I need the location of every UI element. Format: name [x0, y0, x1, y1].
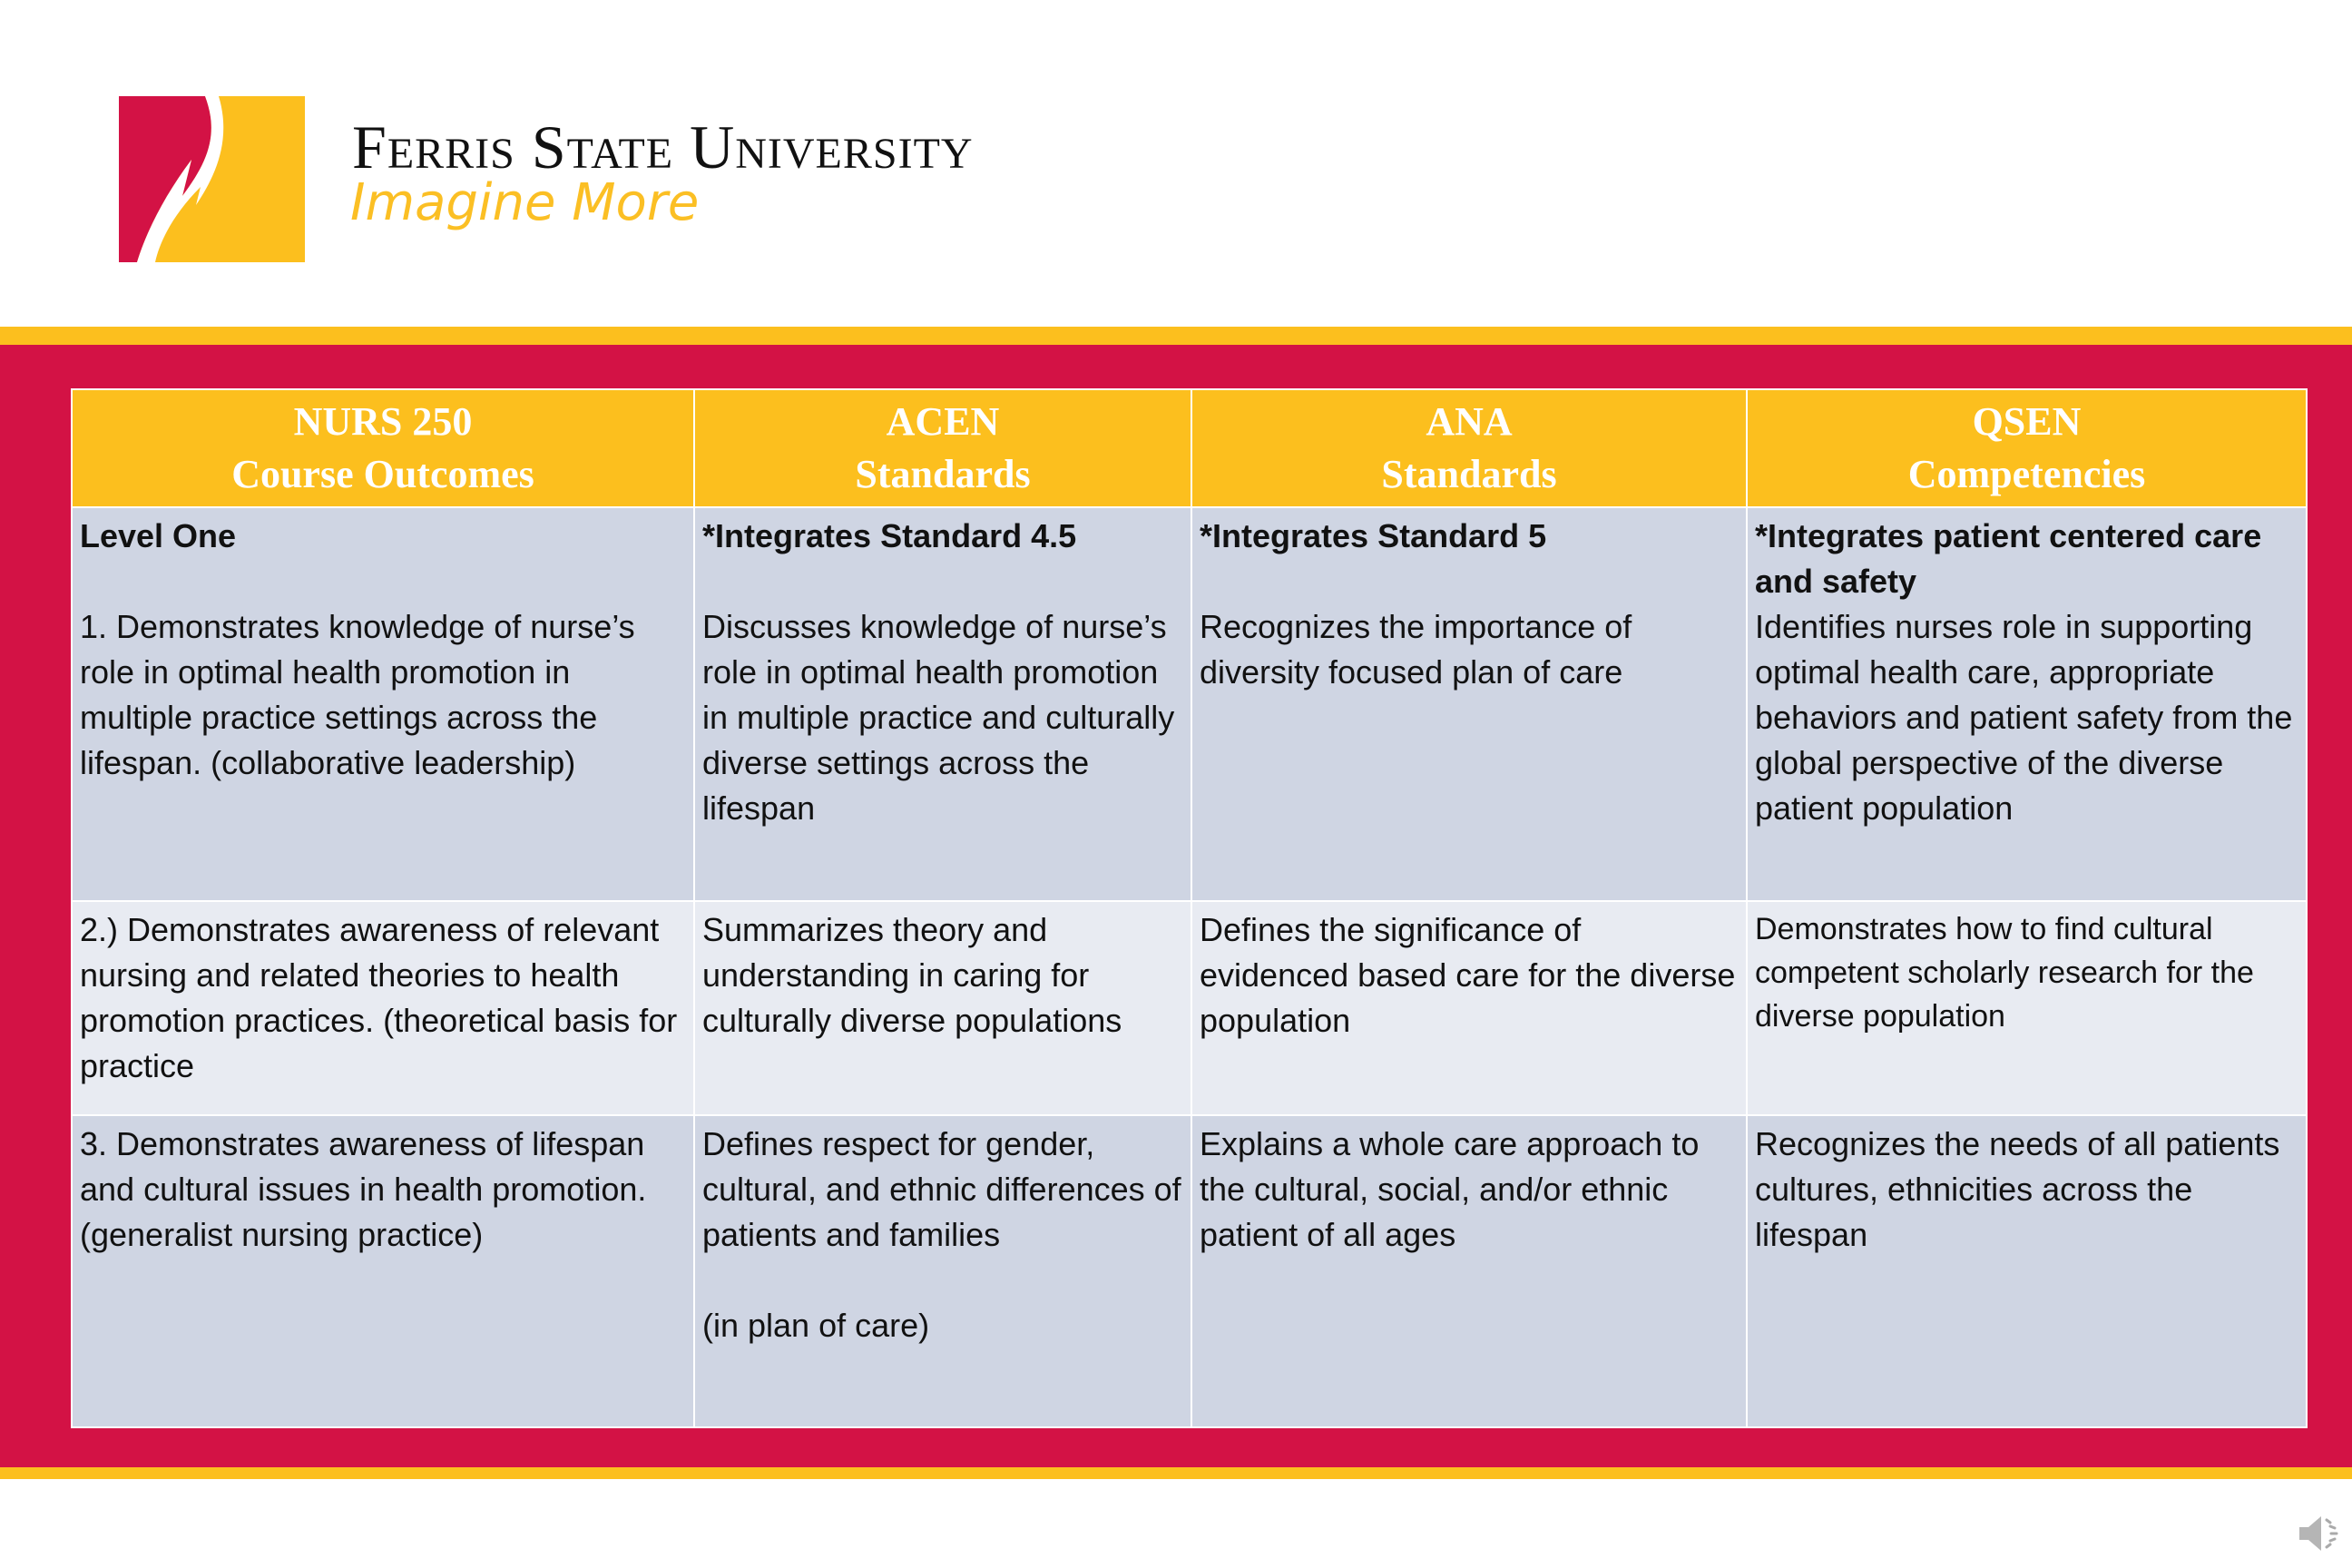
speaker-icon[interactable] — [2296, 1511, 2341, 1556]
table-header-row — [72, 389, 2307, 507]
table-cell: Demonstrates how to find cultural competent scholarly research for the diverse population — [1747, 901, 2307, 1115]
table-cell — [1191, 507, 1747, 901]
table-cell: Recognizes the needs of all patients cultures, ethnicities across the lifespan — [1747, 1115, 2307, 1427]
table-row — [72, 507, 2307, 901]
header-line: Standards — [855, 452, 1031, 496]
header-ana — [1191, 389, 1747, 507]
cell-text: 1. Demonstrates knowledge of nurse’s role in optimal health promotion in multiple practice settings across the lifespan. (collaborative leadership) — [80, 608, 635, 781]
table-cell: Defines the significance of evidenced based care for the diverse population — [1191, 901, 1747, 1115]
header-line: Course Outcomes — [231, 452, 534, 496]
table-cell — [694, 1115, 1191, 1427]
table-row — [72, 901, 2307, 1115]
table-row — [72, 1115, 2307, 1427]
cell-text: Defines respect for gender, cultural, and ethnic differences of patients and families — [702, 1125, 1181, 1253]
table-cell: Summarizes theory and understanding in caring for culturally diverse populations — [694, 901, 1191, 1115]
cell-title: Level One — [80, 517, 237, 554]
header-qsen — [1747, 389, 2307, 507]
cell-text: Recognizes the importance of diversity focused plan of care — [1200, 608, 1632, 691]
cell-text: Discusses knowledge of nurse’s role in optimal health promotion in multiple practice and culturally diverse settings across the lifespan — [702, 608, 1175, 827]
header-line: QSEN — [1972, 399, 2082, 444]
header-line: ANA — [1426, 399, 1513, 444]
table-cell: Explains a whole care approach to the cultural, social, and/or ethnic patient of all ages — [1191, 1115, 1747, 1427]
cell-text: Identifies nurses role in supporting optimal health care, appropriate behaviors and patient safety from the global perspective of the diverse patient population — [1755, 608, 2293, 827]
table-cell — [694, 507, 1191, 901]
university-name: Ferris State University — [352, 113, 974, 181]
header-line: Standards — [1381, 452, 1557, 496]
header-line: Competencies — [1907, 452, 2146, 496]
outcomes-table — [71, 388, 2308, 1428]
header-line: ACEN — [886, 399, 1000, 444]
cell-note: (in plan of care) — [702, 1307, 930, 1344]
header-acen — [694, 389, 1191, 507]
cell-title: *Integrates patient centered care and safety — [1755, 517, 2262, 600]
table-cell — [1747, 507, 2307, 901]
cell-title: *Integrates Standard 4.5 — [702, 517, 1077, 554]
ferris-logo-mark-icon — [119, 96, 305, 262]
cell-title: *Integrates Standard 5 — [1200, 517, 1547, 554]
gold-stripe-top — [0, 327, 2352, 345]
table-cell — [72, 507, 694, 901]
header-nurs250 — [72, 389, 694, 507]
tagline: Imagine More — [350, 173, 700, 232]
table-cell: 2.) Demonstrates awareness of relevant nursing and related theories to health promotion practices. (theoretical basis for practice — [72, 901, 694, 1115]
header-line: NURS 250 — [293, 399, 473, 444]
gold-stripe-bottom — [0, 1467, 2352, 1479]
table-cell: 3. Demonstrates awareness of lifespan and cultural issues in health promotion. (generalist nursing practice) — [72, 1115, 694, 1427]
